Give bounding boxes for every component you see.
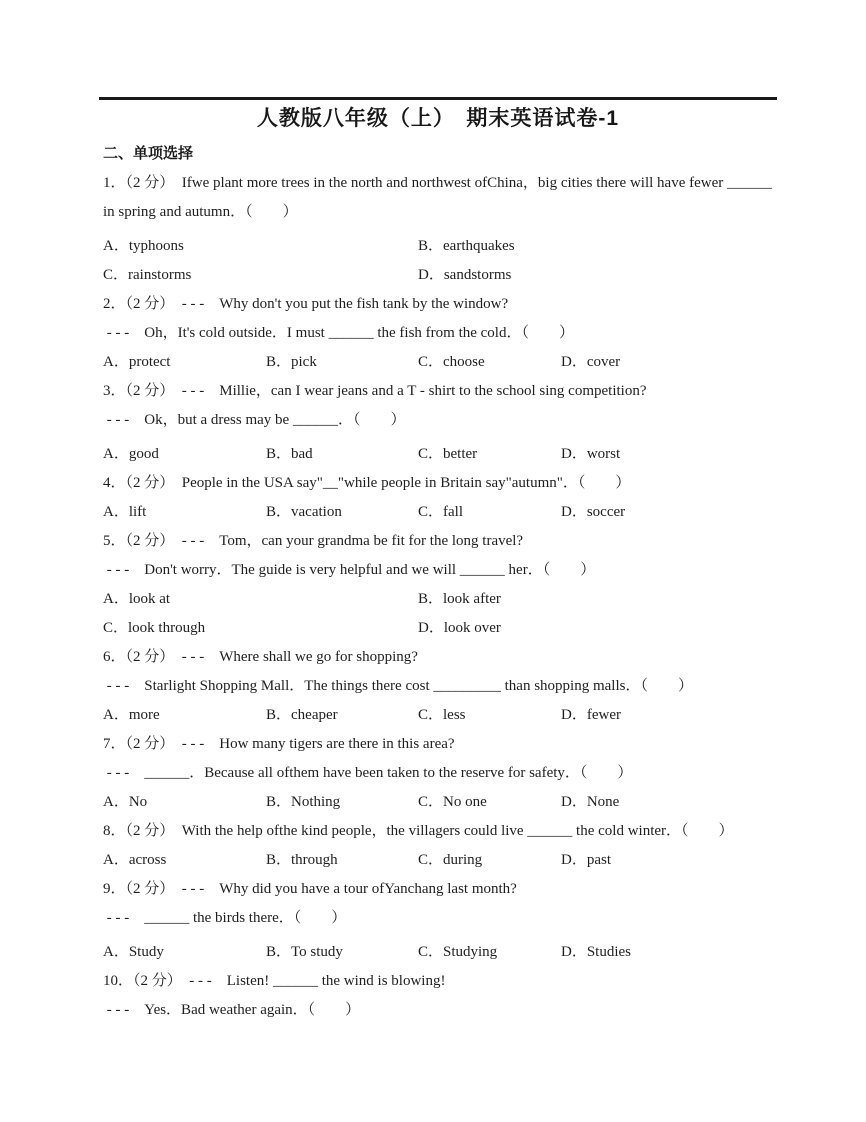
- options-row: [103, 440, 803, 469]
- option-a: A．typhoons: [103, 238, 184, 254]
- option-c: C．less: [418, 707, 466, 723]
- options-row: [103, 846, 803, 875]
- question-line: 7．（2 分） - - - How many tigers are there in this area?: [103, 736, 455, 752]
- option-a: A．No: [103, 794, 148, 810]
- options-row: [103, 261, 803, 290]
- option-b: B．earthquakes: [418, 238, 515, 254]
- section-heading: 二、单项选择: [103, 145, 194, 162]
- question-line: 1．（2 分） Ifwe plant more trees in the north and northwest ofChina，big cities there will have fewer ______: [103, 175, 772, 191]
- option-b: B．through: [266, 852, 338, 868]
- option-a: A．across: [103, 852, 167, 868]
- question-10: [103, 967, 803, 1025]
- option-a: A．more: [103, 707, 160, 723]
- option-d: D．look over: [418, 620, 501, 636]
- question-line: - - - ______．Because all ofthem have been taken to the reserve for safety．（ ）: [103, 765, 633, 781]
- option-b: B．pick: [266, 354, 317, 370]
- option-c: C．during: [418, 852, 483, 868]
- question-9: [103, 875, 803, 967]
- question-line: 6．（2 分） - - - Where shall we go for shopping?: [103, 649, 418, 665]
- option-b: B．bad: [266, 446, 313, 462]
- option-d: D．sandstorms: [418, 267, 512, 283]
- question-line: 9．（2 分） - - - Why did you have a tour ofYanchang last month?: [103, 881, 517, 897]
- option-d: D．cover: [561, 354, 621, 370]
- question-line: - - - Don't worry．The guide is very helpful and we will ______ her．（ ）: [103, 562, 596, 578]
- question-line: in spring and autumn．（ ）: [103, 204, 298, 220]
- option-a: A．Study: [103, 944, 164, 960]
- question-line: - - - Yes．Bad weather again．（ ）: [103, 1002, 361, 1018]
- option-b: B．Nothing: [266, 794, 341, 810]
- header-rule: [99, 97, 777, 100]
- option-d: D．fewer: [561, 707, 621, 723]
- option-d: D．past: [561, 852, 611, 868]
- question-line: - - - Starlight Shopping Mall．The things there cost _________ than shopping malls．（ ）: [103, 678, 693, 694]
- option-c: C．fall: [418, 504, 463, 520]
- option-c: C．choose: [418, 354, 485, 370]
- option-c: C．look through: [103, 620, 206, 636]
- option-c: C．better: [418, 446, 478, 462]
- option-a: A．look at: [103, 591, 171, 607]
- question-line: 10．（2 分） - - - Listen! ______ the wind is blowing!: [103, 973, 446, 989]
- option-c: C．Studying: [418, 944, 498, 960]
- options-row: [103, 585, 803, 614]
- question-line: 2．（2 分） - - - Why don't you put the fish tank by the window?: [103, 296, 509, 312]
- question-line: - - - Ok，but a dress may be ______．（ ）: [103, 412, 406, 428]
- option-b: B．To study: [266, 944, 343, 960]
- options-row: [103, 701, 803, 730]
- question-1: [103, 169, 803, 290]
- question-line: - - - ______ the birds there．（ ）: [103, 910, 347, 926]
- option-b: B．vacation: [266, 504, 342, 520]
- option-c: C．No one: [418, 794, 487, 810]
- question-4: [103, 469, 803, 527]
- option-b: B．look after: [418, 591, 501, 607]
- question-3: [103, 377, 803, 469]
- options-row: [103, 348, 803, 377]
- question-8: [103, 817, 803, 875]
- page-title: 人教版八年级（上） 期末英语试卷-1: [256, 107, 620, 130]
- option-a: A．good: [103, 446, 159, 462]
- option-b: B．cheaper: [266, 707, 338, 723]
- option-d: D．None: [561, 794, 620, 810]
- question-line: 8．（2 分） With the help ofthe kind people，the villagers could live ______ the cold winter．（ ）: [103, 823, 734, 839]
- question-list: [103, 169, 803, 1025]
- options-row: [103, 232, 803, 261]
- options-row: [103, 498, 803, 527]
- question-2: [103, 290, 803, 377]
- question-line: 4．（2 分） People in the USA say"__"while people in Britain say"autumn"．（ ）: [103, 475, 631, 491]
- question-line: 3．（2 分） - - - Millie，can I wear jeans and a T - shirt to the school sing competition?: [103, 383, 647, 399]
- question-line: 5．（2 分） - - - Tom，can your grandma be fit for the long travel?: [103, 533, 524, 549]
- question-5: [103, 527, 803, 643]
- option-d: D．worst: [561, 446, 621, 462]
- option-a: A．protect: [103, 354, 171, 370]
- question-7: [103, 730, 803, 817]
- question-6: [103, 643, 803, 730]
- option-c: C．rainstorms: [103, 267, 192, 283]
- option-d: D．soccer: [561, 504, 626, 520]
- option-d: D．Studies: [561, 944, 632, 960]
- options-row: [103, 788, 803, 817]
- option-a: A．lift: [103, 504, 147, 520]
- options-row: [103, 938, 803, 967]
- options-row: [103, 614, 803, 643]
- question-line: - - - Oh，It's cold outside．I must ______ the fish from the cold．（ ）: [103, 325, 574, 341]
